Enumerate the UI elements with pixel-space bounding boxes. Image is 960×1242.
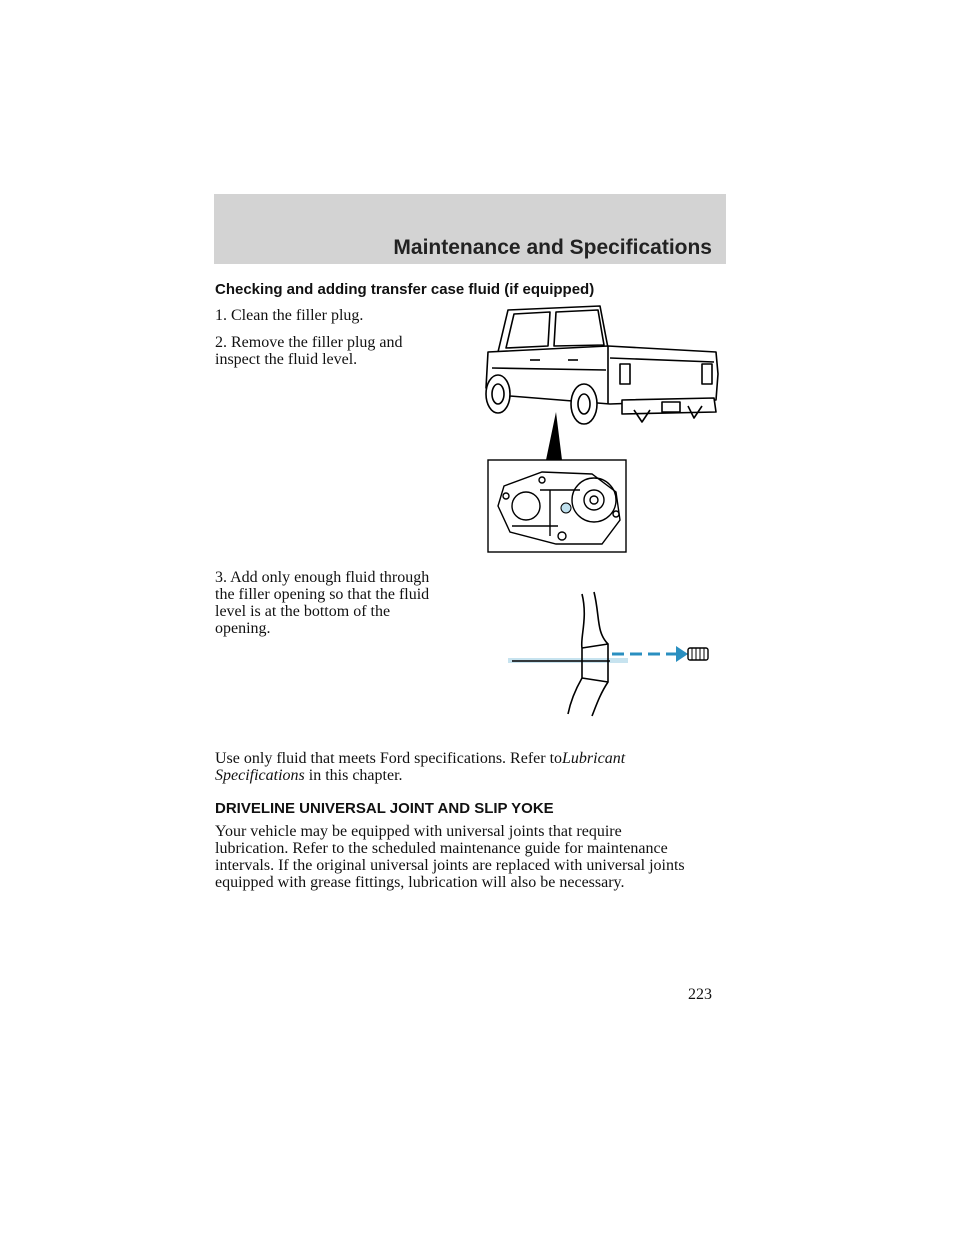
filler-plug-icon	[688, 648, 708, 660]
step-3-line-2: the filler opening so that the fluid	[215, 586, 430, 603]
driveline-heading: DRIVELINE UNIVERSAL JOINT AND SLIP YOKE	[215, 800, 554, 817]
truck-transfer-case-illustration	[470, 300, 730, 555]
section-title: Maintenance and Specifications	[393, 236, 712, 259]
step-1: 1. Clean the filler plug.	[215, 307, 364, 324]
driveline-line-1: Your vehicle may be equipped with universal joints that require	[215, 823, 622, 840]
fluid-note-text: Use only fluid that meets Ford specifications. Refer to	[215, 750, 563, 767]
transfer-case-heading: Checking and adding transfer case fluid (if equipped)	[215, 281, 595, 298]
step-3-line-3: level is at the bottom of the	[215, 603, 391, 620]
driveline-line-3: intervals. If the original universal joints are replaced with universal joints	[215, 857, 685, 874]
fluid-level-illustration	[500, 588, 720, 718]
page-number: 223	[688, 986, 712, 1003]
step-3-line-1: 3. Add only enough fluid through	[215, 569, 430, 586]
step-2-line-1: 2. Remove the filler plug and	[215, 334, 403, 351]
driveline-line-2: lubrication. Refer to the scheduled maintenance guide for maintenance	[215, 840, 668, 857]
lubricant-link-text: Lubricant	[562, 750, 626, 767]
fluid-note-line-1	[215, 750, 625, 767]
specifications-link-text: Specifications	[215, 767, 305, 784]
driveline-line-4: equipped with grease fittings, lubrication will also be necessary.	[215, 874, 625, 891]
step-3-line-4: opening.	[215, 620, 271, 637]
step-2-line-2: inspect the fluid level.	[215, 351, 358, 368]
section-header-band	[214, 194, 726, 264]
fluid-note-line-2	[215, 767, 403, 784]
fluid-note-tail: in this chapter.	[308, 767, 403, 784]
